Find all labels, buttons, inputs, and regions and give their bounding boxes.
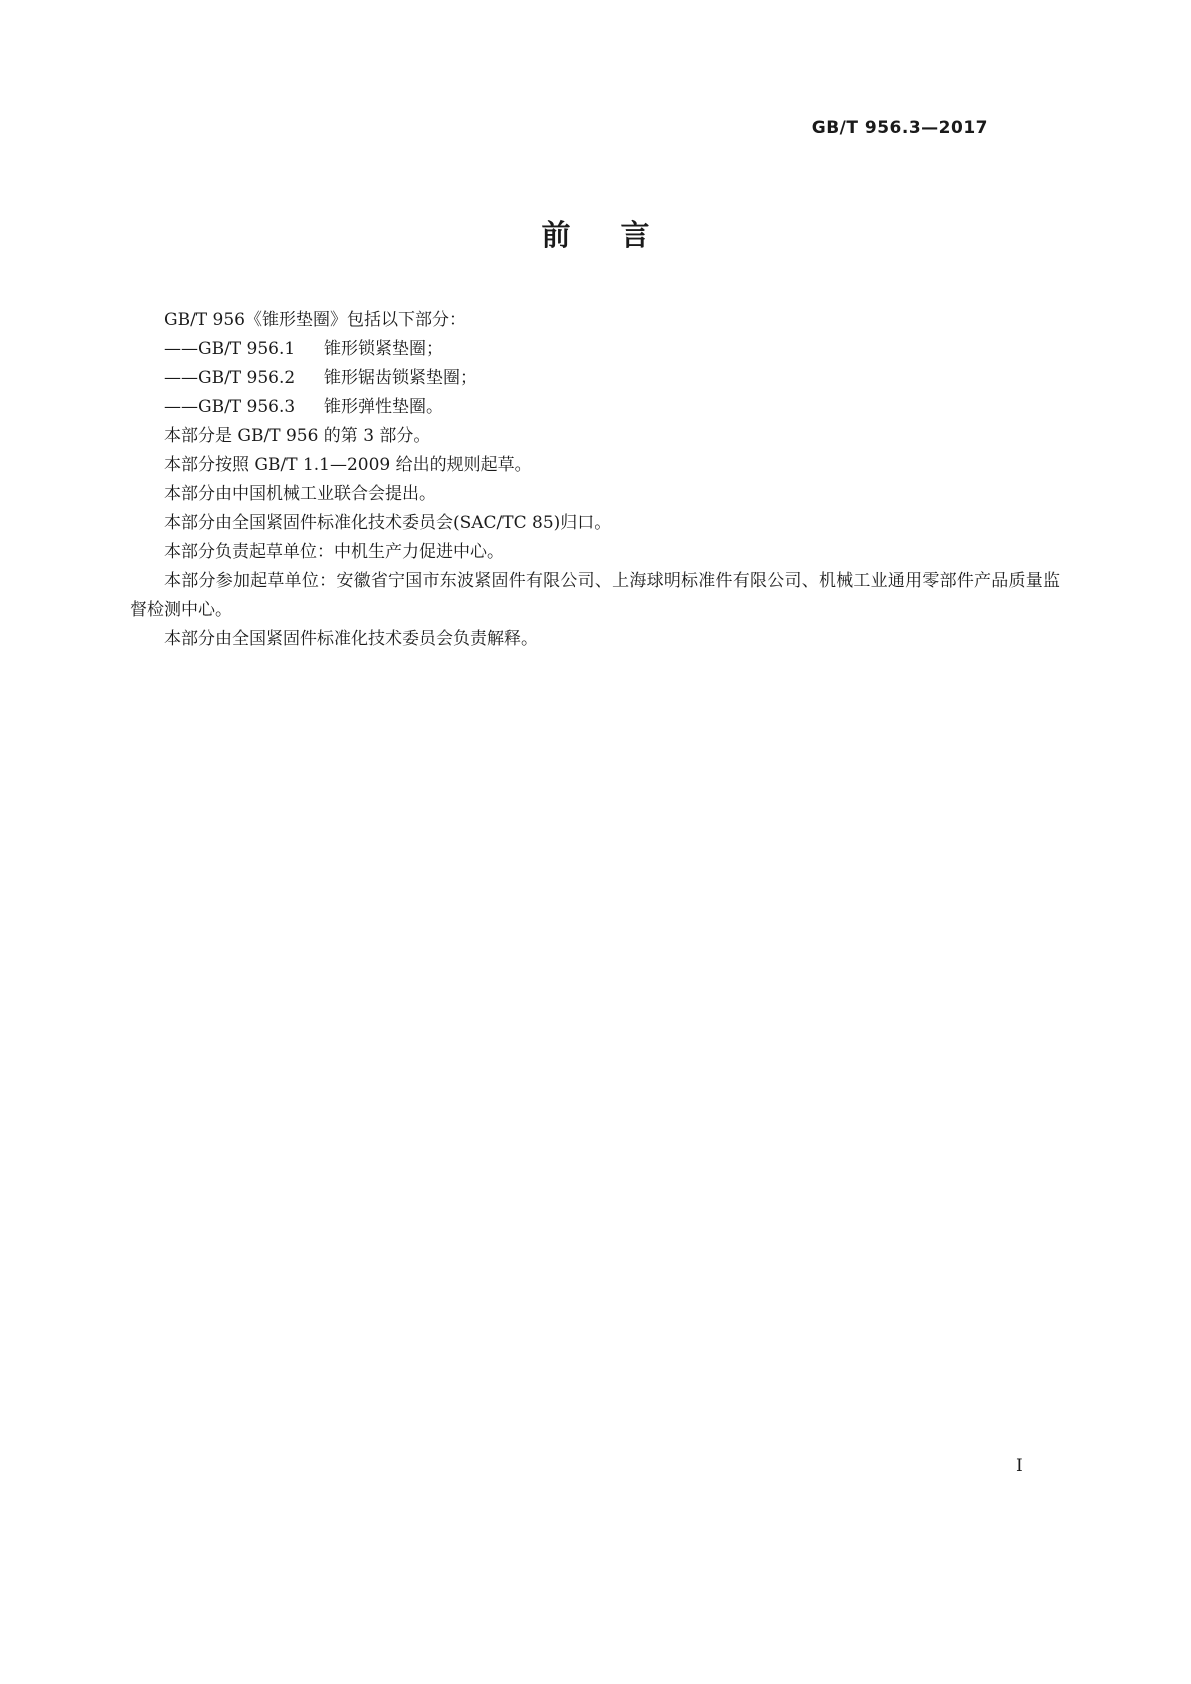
page-title: 前言 — [541, 218, 700, 252]
part-code: ——GB/T 956.2 — [164, 368, 296, 388]
paragraph-participating-drafters: 本部分参加起草单位：安徽省宁国市东波紧固件有限公司、上海球明标准件有限公司、机械工业通用零部件产品质量监督检测中心。 — [130, 571, 1060, 620]
paragraph-drafting-rules: 本部分按照 GB/T 1.1—2009 给出的规则起草。 — [164, 455, 532, 475]
intro-paragraph: GB/T 956《锥形垫圈》包括以下部分： — [164, 310, 466, 330]
paragraph-interpretation: 本部分由全国紧固件标准化技术委员会负责解释。 — [164, 629, 538, 649]
page-number: I — [1016, 1456, 1023, 1476]
paragraph-responsible-drafter: 本部分负责起草单位：中机生产力促进中心。 — [164, 542, 504, 562]
paragraph-proposed-by: 本部分由中国机械工业联合会提出。 — [164, 484, 436, 504]
part-name: 锥形锁紧垫圈； — [324, 339, 443, 359]
standard-code: GB/T 956.3—2017 — [811, 118, 988, 138]
foreword-body — [130, 306, 1060, 654]
list-item-part-2 — [130, 364, 1060, 393]
paragraph-part-of: 本部分是 GB/T 956 的第 3 部分。 — [164, 426, 431, 446]
list-item-part-3 — [130, 393, 1060, 422]
part-name: 锥形锯齿锁紧垫圈； — [324, 368, 477, 388]
paragraph-under-jurisdiction: 本部分由全国紧固件标准化技术委员会(SAC/TC 85)归口。 — [164, 513, 612, 533]
part-name: 锥形弹性垫圈。 — [324, 397, 443, 417]
list-item-part-1 — [130, 335, 1060, 364]
part-code: ——GB/T 956.1 — [164, 339, 296, 359]
part-code: ——GB/T 956.3 — [164, 397, 296, 417]
